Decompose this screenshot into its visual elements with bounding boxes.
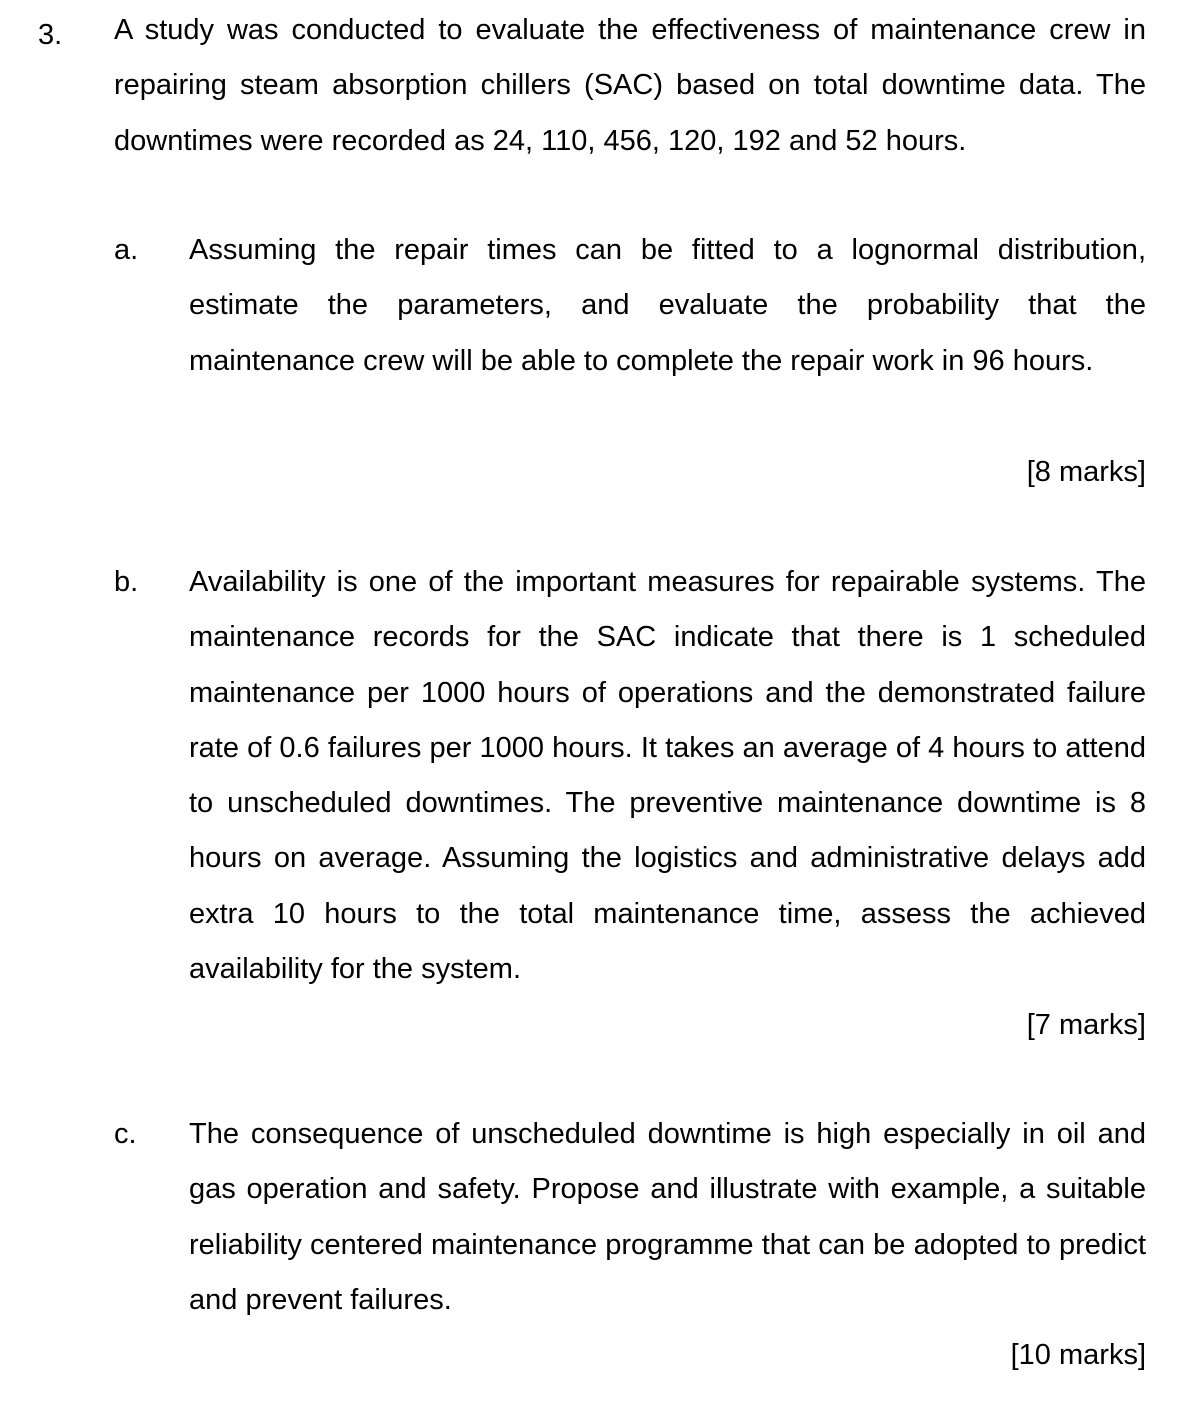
question-stem: A study was conducted to evaluate the effectiveness of maintenance crew in repairing steam absorption chillers (SAC) based on total downtime data. The downtimes were recorded as 24, 110, 456, 120, 192 and 52 hours. [114,14,1146,157]
part-c-text: The consequence of unscheduled downtime is high especially in oil and gas operation and safety. Propose and illustrate with example, a suitable reliability centered maintenance programme that can be adopted to predict and prevent failures. [189,1118,1146,1316]
question-number: 3. [38,19,63,51]
part-c-label: c. [114,1118,137,1150]
part-a-text: Assuming the repair times can be fitted to a lognormal distribution, estimate the parameters, and evaluate the probability that the maintenance crew will be able to complete the repair work in 96 hours. [189,234,1146,377]
part-a-label: a. [114,234,139,266]
part-b-label: b. [114,566,139,598]
part-a-marks: [8 marks] [1026,456,1146,488]
part-b-marks: [7 marks] [1026,1009,1146,1041]
part-c-marks: [10 marks] [1010,1339,1146,1371]
part-b-text: Availability is one of the important measures for repairable systems. The maintenance records for the SAC indicate that there is 1 scheduled maintenance per 1000 hours of operations and the demonstrated failure rate of 0.6 failures per 1000 hours. It takes an average of 4 hours to attend to unscheduled downtimes. The preventive maintenance downtime is 8 hours on average. Assuming the logistics and administrative delays add extra 10 hours to the total maintenance time, assess the achieved availability for the system. [189,566,1146,986]
